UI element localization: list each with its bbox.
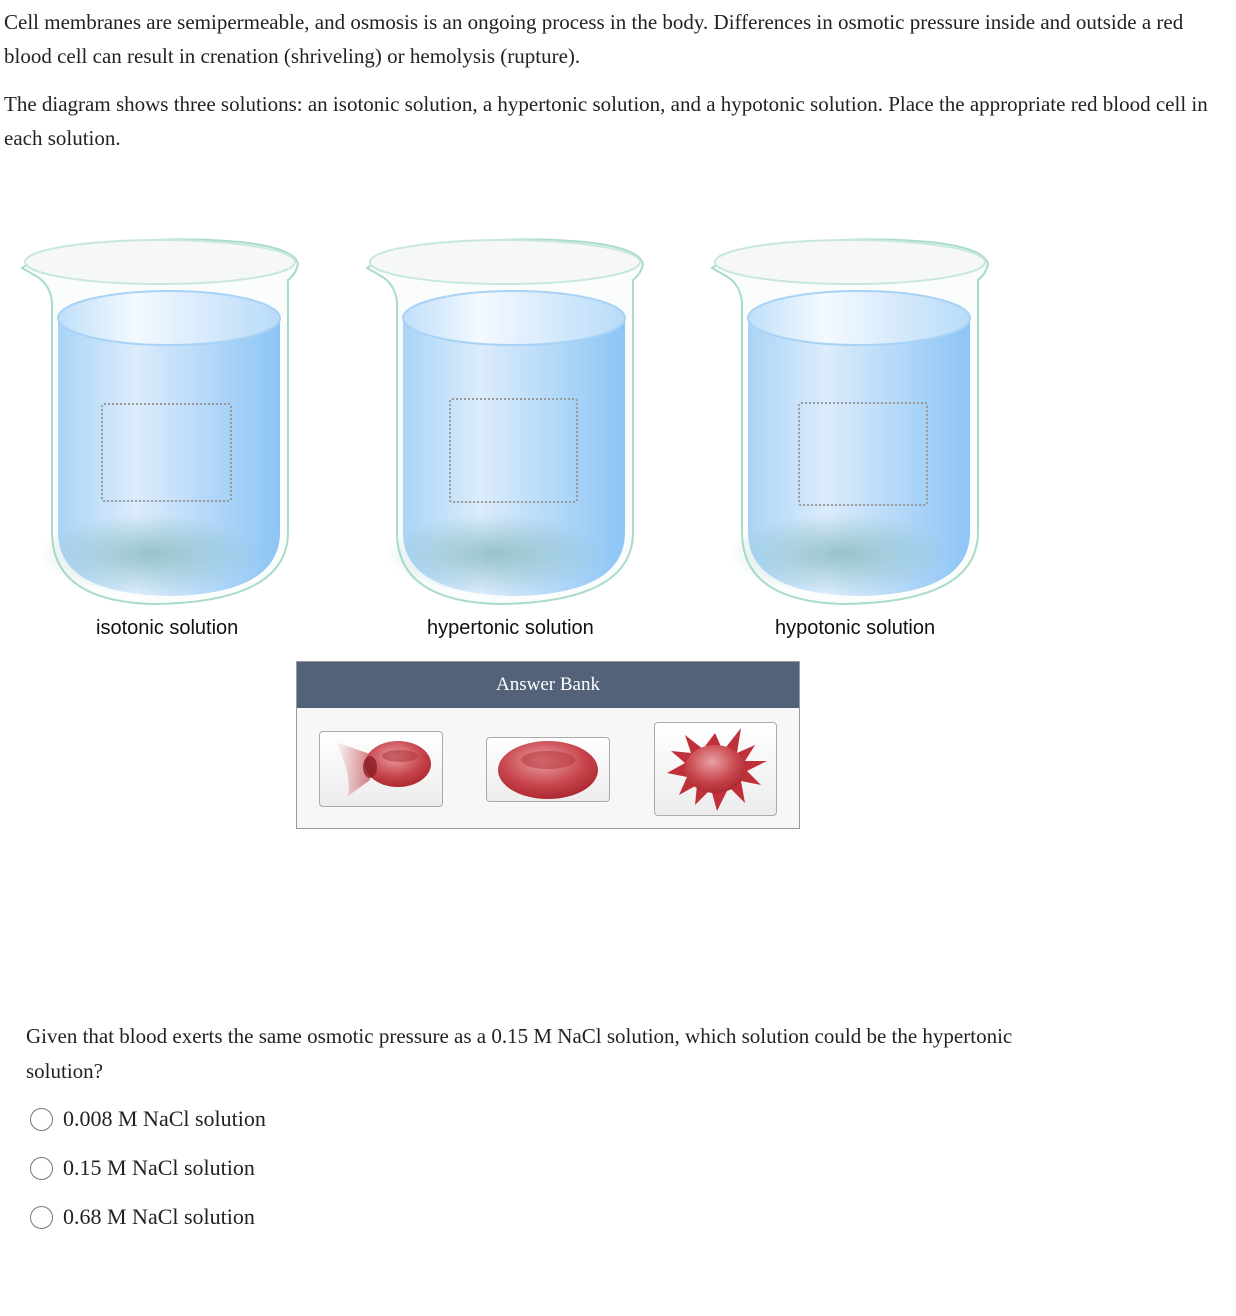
option-0.15M[interactable] <box>30 1155 255 1181</box>
drop-zone-isotonic[interactable] <box>101 403 232 502</box>
intro-paragraph-2: The diagram shows three solutions: an isotonic solution, a hypertonic solution, and a hypotonic solution. Place the appropriate red blood cell in each solution. <box>4 92 1208 150</box>
option-label: 0.68 M NaCl solution <box>63 1204 255 1229</box>
radio-button[interactable] <box>30 1108 53 1131</box>
beaker-hypertonic <box>355 232 645 607</box>
radio-button[interactable] <box>30 1157 53 1180</box>
option-0.008M[interactable] <box>30 1106 266 1132</box>
beaker-isotonic <box>10 232 300 607</box>
label-hypertonic: hypertonic solution <box>427 617 594 639</box>
drop-zone-hypotonic[interactable] <box>798 402 928 506</box>
normal-cell-card[interactable] <box>486 737 610 802</box>
radio-button[interactable] <box>30 1206 53 1229</box>
crenated-cell-icon <box>655 723 776 815</box>
normal-cell-icon <box>487 738 609 801</box>
hemolyzed-cell-icon <box>320 732 442 806</box>
label-isotonic: isotonic solution <box>96 617 239 639</box>
hemolyzed-cell-card[interactable] <box>319 731 443 807</box>
option-label: 0.008 M NaCl solution <box>63 1106 266 1131</box>
answer-bank-title: Answer Bank <box>297 662 799 708</box>
option-label: 0.15 M NaCl solution <box>63 1155 255 1180</box>
question-text: Given that blood exerts the same osmotic pressure as a 0.15 M NaCl solution, which solution could be the hypertonic solution? <box>26 1024 1013 1083</box>
option-0.68M[interactable] <box>30 1204 255 1230</box>
label-hypotonic: hypotonic solution <box>775 617 936 639</box>
crenated-cell-card[interactable] <box>654 722 777 816</box>
intro-paragraph-1: Cell membranes are semipermeable, and osmosis is an ongoing process in the body. Differences in osmotic pressure inside and outside a red blood cell can result in crenation (shriveling) or hemolysis (rupture). <box>4 10 1184 68</box>
answer-bank <box>296 661 800 829</box>
drop-zone-hypertonic[interactable] <box>449 398 578 503</box>
beaker-hypotonic <box>700 232 990 607</box>
